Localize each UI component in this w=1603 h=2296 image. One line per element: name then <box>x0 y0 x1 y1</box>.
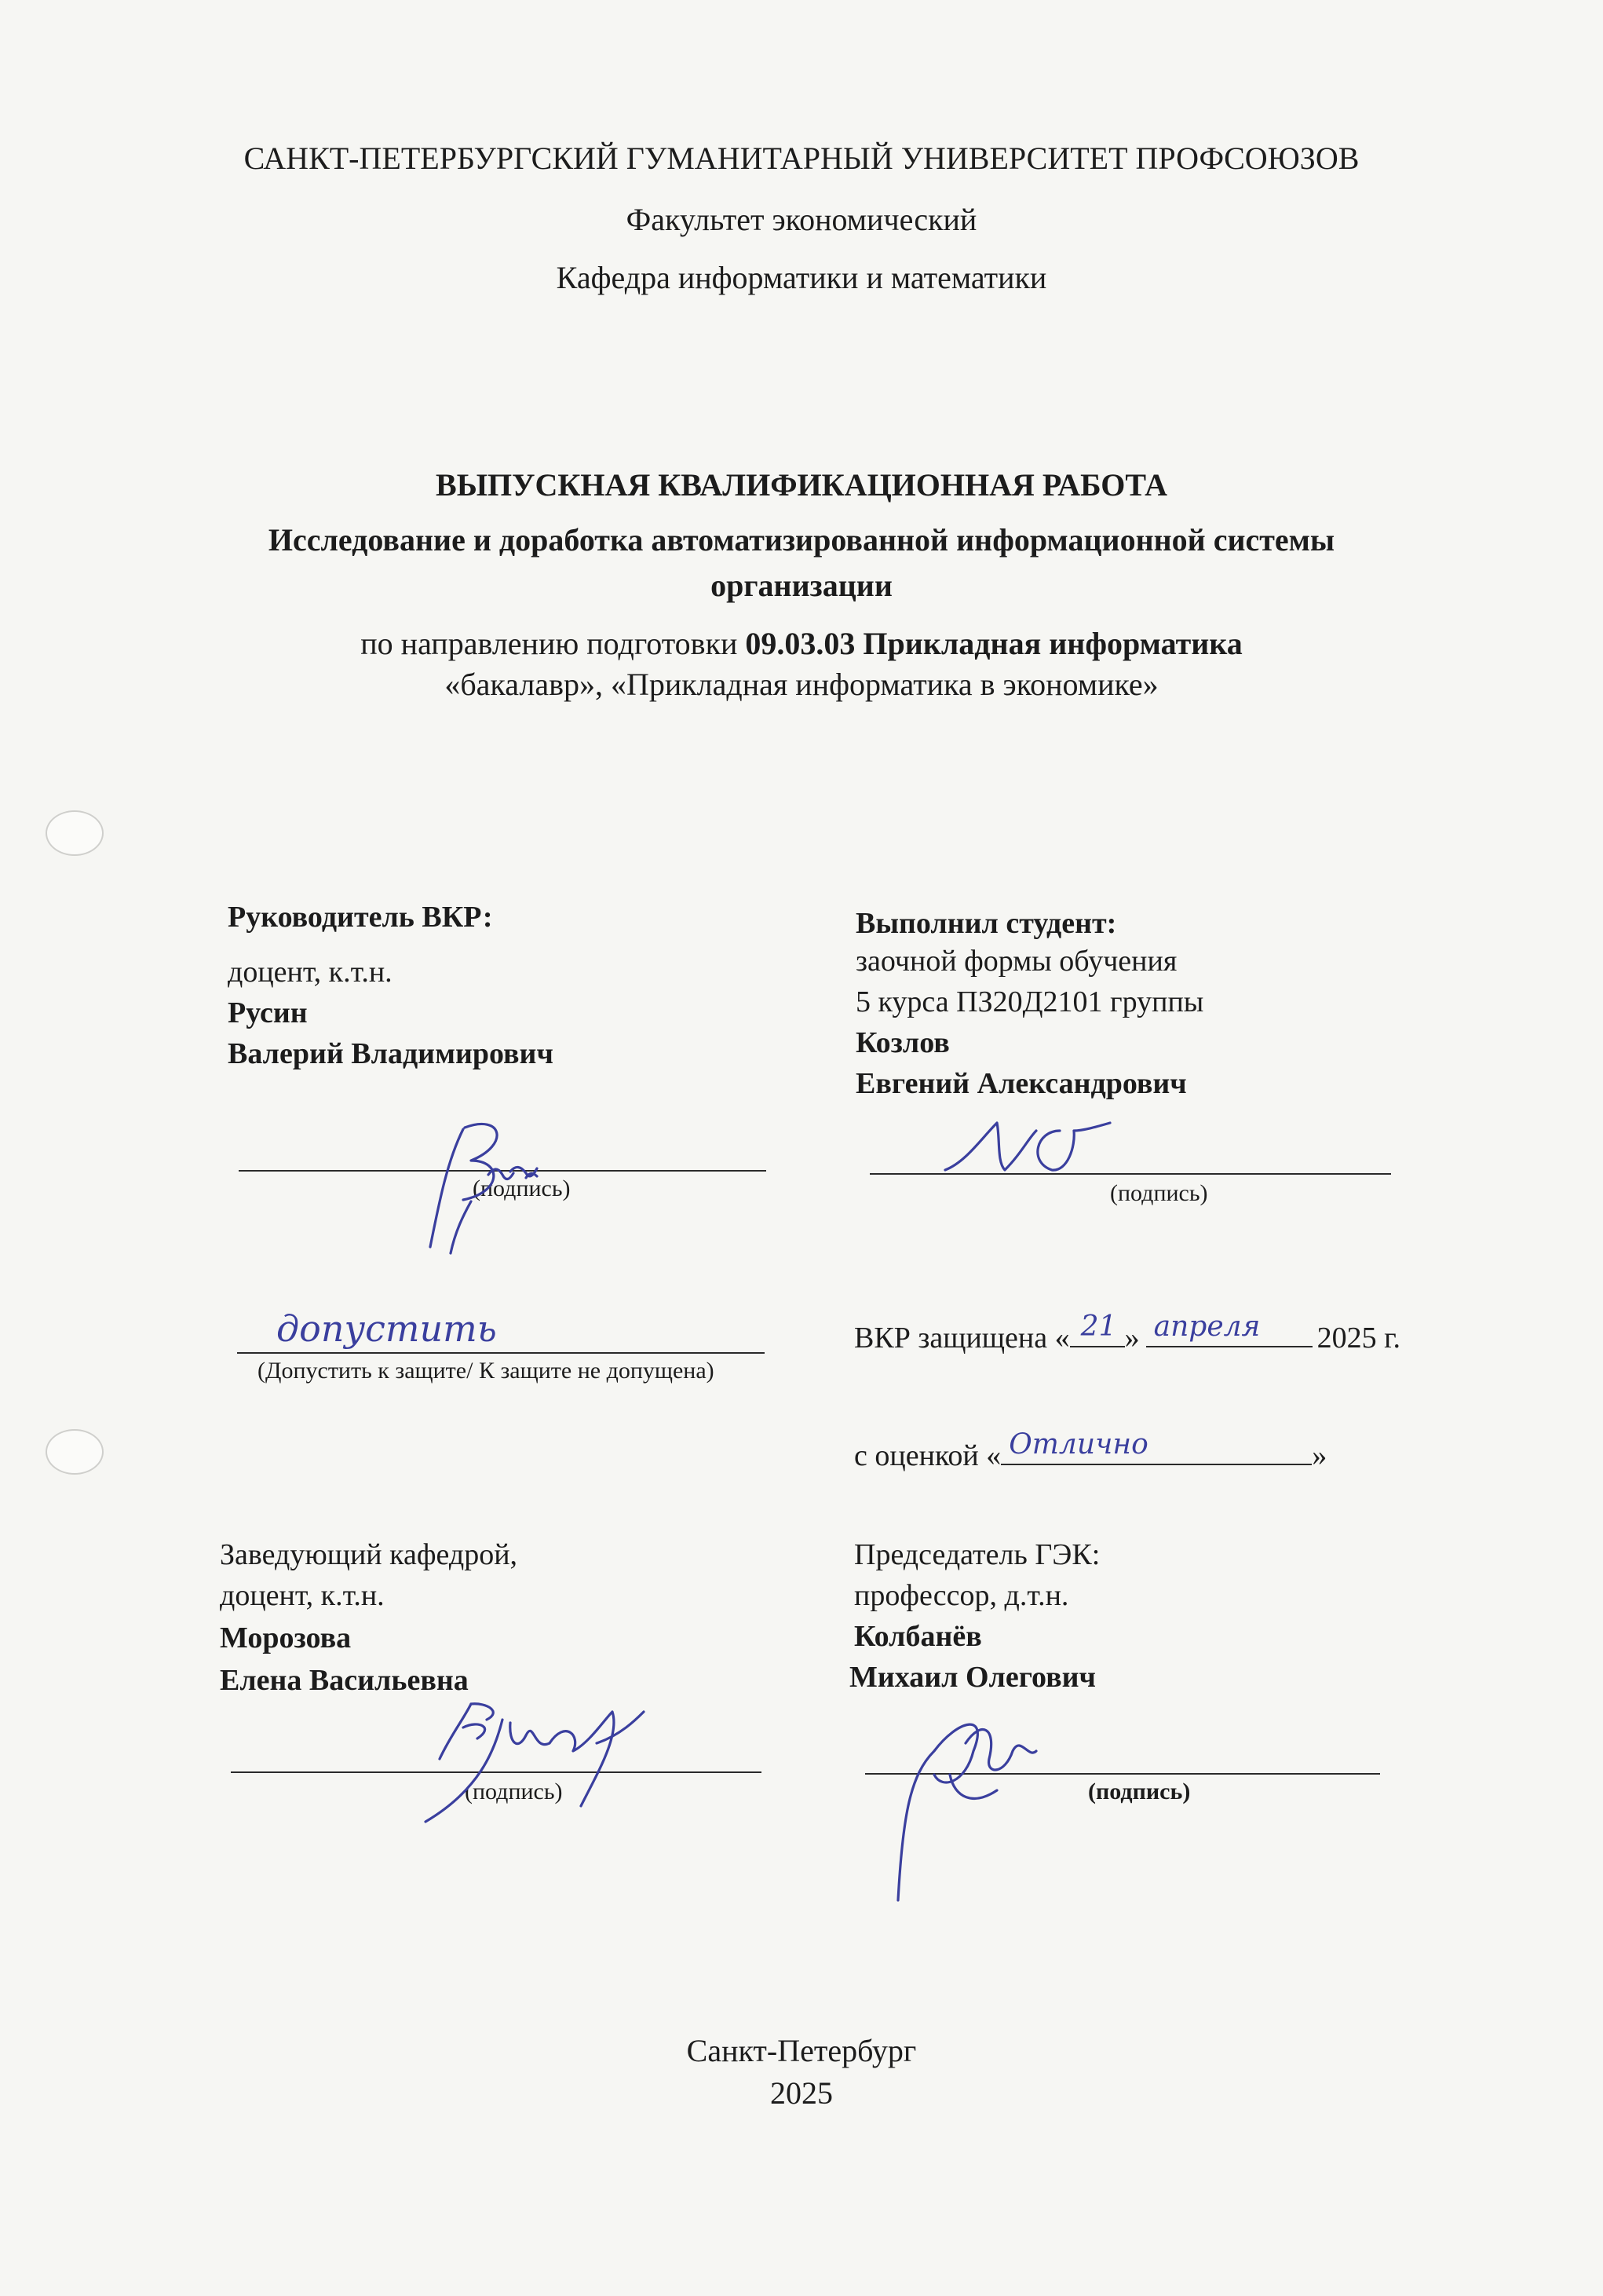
department-name: Кафедра информатики и математики <box>556 260 1047 295</box>
punch-hole-upper <box>46 810 104 856</box>
study-direction-prefix: по направлению подготовки <box>360 626 746 661</box>
student-study-form: заочной формы обучения <box>856 945 1178 978</box>
supervisor-heading: Руководитель ВКР: <box>228 901 493 934</box>
study-profile: «бакалавр», «Прикладная информатика в экономике» <box>444 667 1159 702</box>
grade-line <box>854 1428 1327 1475</box>
admission-line <box>237 1352 765 1354</box>
admission-caption: (Допустить к защите/ К защите не допущена) <box>257 1358 714 1384</box>
work-title-line2: организации <box>710 568 893 603</box>
defense-month: апреля <box>1153 1311 1261 1343</box>
defense-year: 2025 г. <box>1316 1322 1400 1355</box>
admission-handwritten: допустить <box>276 1307 497 1350</box>
chair-first-names: Михаил Олегович <box>849 1661 1096 1694</box>
defense-line <box>854 1311 1400 1357</box>
faculty-name: Факультет экономический <box>626 202 977 237</box>
grade-field <box>1001 1428 1312 1465</box>
punch-hole-lower <box>46 1429 104 1475</box>
work-title-line1: Исследование и доработка автоматизированной информационной системы <box>268 522 1335 558</box>
student-course-group: 5 курса ПЗ20Д2101 группы <box>856 985 1204 1018</box>
footer-city: Санкт-Петербург <box>686 2033 917 2068</box>
student-signature-caption: (подпись) <box>1110 1180 1208 1206</box>
chair-heading: Председатель ГЭК: <box>854 1538 1101 1571</box>
supervisor-signature <box>416 1113 557 1263</box>
grade-value: Отлично <box>1009 1428 1148 1461</box>
defense-day: 21 <box>1080 1311 1117 1343</box>
head-signature-caption: (подпись) <box>465 1779 563 1804</box>
head-first-names: Елена Васильевна <box>220 1664 469 1697</box>
student-first-names: Евгений Александрович <box>856 1067 1187 1100</box>
head-last-name: Морозова <box>220 1621 352 1654</box>
defense-label: ВКР защищена « <box>854 1322 1070 1355</box>
supervisor-last-name: Русин <box>228 996 308 1029</box>
grade-close: » <box>1312 1439 1327 1472</box>
supervisor-first-names: Валерий Владимирович <box>228 1037 553 1070</box>
chair-signature-caption: (подпись) <box>1088 1779 1191 1804</box>
footer-year: 2025 <box>770 2075 833 2111</box>
defense-day-field <box>1070 1311 1125 1347</box>
university-name: САНКТ-ПЕТЕРБУРГСКИЙ ГУМАНИТАРНЫЙ УНИВЕРСИТЕТ ПРОФСОЮЗОВ <box>243 141 1360 176</box>
grade-label: с оценкой « <box>854 1439 1002 1472</box>
defense-month-sep: » <box>1124 1322 1140 1355</box>
chair-last-name: Колбанёв <box>854 1620 982 1653</box>
head-heading: Заведующий кафедрой, <box>220 1538 518 1571</box>
study-direction <box>0 625 1603 663</box>
chair-signature <box>879 1688 1052 1916</box>
study-direction-code: 09.03.03 Прикладная информатика <box>745 626 1243 661</box>
chair-position: профессор, д.т.н. <box>854 1579 1069 1612</box>
work-type: ВЫПУСКНАЯ КВАЛИФИКАЦИОННАЯ РАБОТА <box>436 467 1167 503</box>
defense-month-field <box>1146 1311 1313 1347</box>
supervisor-signature-caption: (подпись) <box>473 1175 571 1201</box>
supervisor-position: доцент, к.т.н. <box>228 956 393 989</box>
student-signature <box>942 1115 1115 1186</box>
head-position: доцент, к.т.н. <box>220 1579 385 1612</box>
student-heading: Выполнил студент: <box>856 907 1117 940</box>
student-last-name: Козлов <box>856 1026 950 1059</box>
head-signature <box>416 1688 652 1830</box>
